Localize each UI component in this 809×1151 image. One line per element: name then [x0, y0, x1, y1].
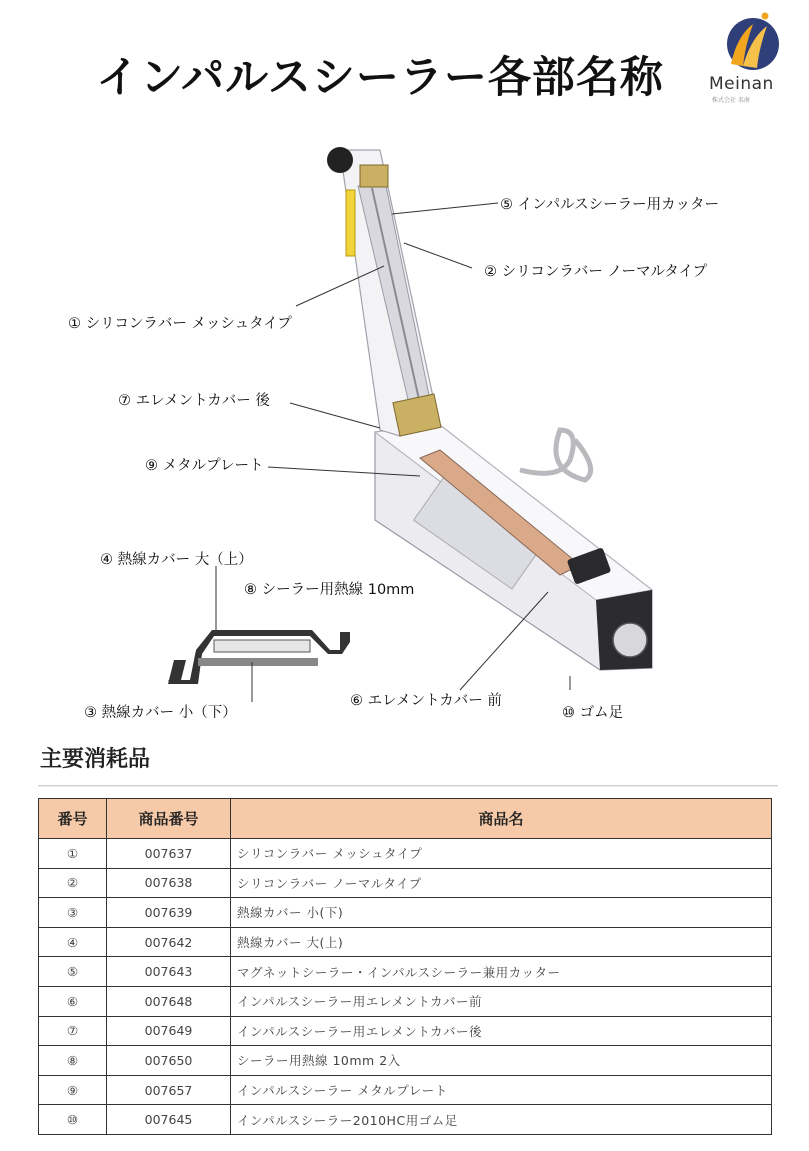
table-row — [39, 986, 772, 1016]
label-rubber-foot: ⑩ ゴム足 — [562, 705, 624, 721]
label-metal-plate: ⑨ メタルプレート — [145, 458, 264, 474]
table-row — [39, 1046, 772, 1076]
row-number: ⑨ — [39, 1075, 107, 1105]
table-row — [39, 957, 772, 987]
row-name: インパルスシーラー メタルプレート — [231, 1075, 772, 1105]
row-code: 007639 — [107, 898, 231, 928]
row-number: ⑥ — [39, 986, 107, 1016]
table-row — [39, 1075, 772, 1105]
dial-knob — [613, 623, 647, 657]
row-number: ⑤ — [39, 957, 107, 987]
consumables-title: 主要消耗品 — [40, 747, 151, 772]
row-name: 熱線カバー 小(下) — [231, 898, 772, 928]
row-code: 007643 — [107, 957, 231, 987]
row-code: 007648 — [107, 986, 231, 1016]
label-element-cover-rear: ⑦ エレメントカバー 後 — [118, 393, 270, 409]
row-name: マグネットシーラー・インパルスシーラー兼用カッター — [231, 957, 772, 987]
row-code: 007645 — [107, 1105, 231, 1135]
row-code: 007650 — [107, 1046, 231, 1076]
sealer-arm — [327, 147, 441, 436]
label-cutter: ⑤ インパルスシーラー用カッター — [500, 197, 720, 213]
label-silicone-normal: ② シリコンラバー ノーマルタイプ — [484, 264, 708, 280]
table-row — [39, 898, 772, 928]
row-code: 007638 — [107, 868, 231, 898]
row-number: ① — [39, 839, 107, 869]
warning-sticker — [346, 190, 355, 256]
row-number: ⑩ — [39, 1105, 107, 1135]
power-cord — [520, 430, 591, 480]
table-row — [39, 927, 772, 957]
section-divider — [38, 785, 778, 787]
consumables-table — [38, 798, 772, 1135]
row-number: ⑧ — [39, 1046, 107, 1076]
row-code: 007657 — [107, 1075, 231, 1105]
page-title: インパルスシーラー各部名称 — [96, 53, 664, 103]
table-header-row — [39, 799, 772, 839]
table-row — [39, 1105, 772, 1135]
row-code: 007637 — [107, 839, 231, 869]
table-row — [39, 868, 772, 898]
row-number: ⑦ — [39, 1016, 107, 1046]
row-name: インパルスシーラー用エレメントカバー前 — [231, 986, 772, 1016]
row-code: 007649 — [107, 1016, 231, 1046]
logo-subtitle: 株式会社 名南 — [712, 97, 750, 104]
row-number: ④ — [39, 927, 107, 957]
row-name: 熱線カバー 大(上) — [231, 927, 772, 957]
row-name: シリコンラバー メッシュタイプ — [231, 839, 772, 869]
label-silicone-mesh: ① シリコンラバー メッシュタイプ — [68, 316, 292, 332]
row-name: シリコンラバー ノーマルタイプ — [231, 868, 772, 898]
sealer-base — [375, 425, 652, 670]
label-heat-cover-large: ④ 熱線カバー 大（上） — [100, 552, 253, 568]
table-row — [39, 1016, 772, 1046]
arm-knob — [327, 147, 353, 173]
row-name: インパルスシーラー2010HC用ゴム足 — [231, 1105, 772, 1135]
header-product-code: 商品番号 — [107, 799, 231, 839]
row-code: 007642 — [107, 927, 231, 957]
label-heat-wire: ⑧ シーラー用熱線 10mm — [244, 582, 415, 598]
row-number: ③ — [39, 898, 107, 928]
label-heat-cover-small: ③ 熱線カバー 小（下） — [84, 705, 237, 721]
table-row — [39, 839, 772, 869]
row-number: ② — [39, 868, 107, 898]
logo-name: Meinan — [709, 74, 774, 94]
row-name: シーラー用熱線 10mm 2入 — [231, 1046, 772, 1076]
label-element-cover-front: ⑥ エレメントカバー 前 — [350, 693, 502, 709]
header-number: 番号 — [39, 799, 107, 839]
row-name: インパルスシーラー用エレメントカバー後 — [231, 1016, 772, 1046]
heat-wire-cross-section — [168, 630, 350, 684]
header-product-name: 商品名 — [231, 799, 772, 839]
